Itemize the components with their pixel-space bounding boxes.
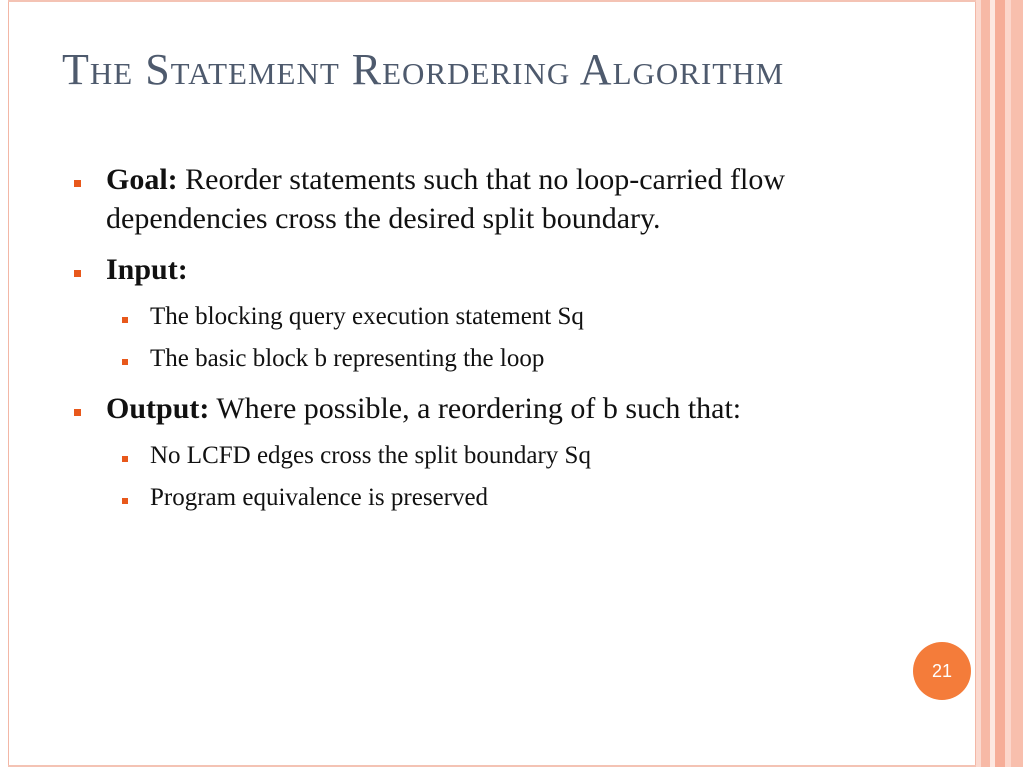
stripe: [995, 0, 1005, 767]
sub-bullet: [72, 301, 952, 333]
stripe: [1011, 0, 1023, 767]
bullet-square-icon: [122, 498, 128, 504]
bullet-square-icon: [74, 409, 81, 416]
frame-top-border: [8, 0, 976, 2]
bullet-label: Output:: [106, 392, 210, 425]
sub-bullet-text: The basic block b representing the loop: [150, 345, 545, 372]
page-number-badge: 21: [913, 642, 971, 700]
stripe: [981, 0, 990, 767]
bullet-square-icon: [74, 180, 81, 187]
bullet-square-icon: [122, 359, 128, 365]
decorative-stripes: [976, 0, 1023, 767]
bullet-goal: [72, 160, 952, 238]
sub-bullet-text: Program equivalence is preserved: [150, 484, 489, 511]
bullet-square-icon: [74, 270, 81, 277]
bullet-text: Where possible, a reordering of b such that:: [209, 392, 742, 425]
bullet-square-icon: [122, 456, 128, 462]
sub-bullet: [72, 482, 952, 514]
slide-title: The Statement Reordering Algorithm: [62, 45, 785, 94]
bullet-label: Goal:: [106, 163, 178, 196]
bullet-text: Reorder statements such that no loop-carried flow dependencies cross the desired split boundary.: [106, 163, 785, 235]
sub-bullet: [72, 343, 952, 375]
sub-bullet-text: No LCFD edges cross the split boundary Sq: [150, 442, 591, 469]
bullet-square-icon: [122, 317, 128, 323]
bullet-input: [72, 250, 952, 289]
sub-bullet: [72, 440, 952, 472]
sub-bullet-text: The blocking query execution statement Sq: [150, 303, 584, 330]
bullet-list: [72, 160, 952, 524]
bullet-output: [72, 389, 952, 428]
bullet-label: Input:: [106, 253, 188, 286]
